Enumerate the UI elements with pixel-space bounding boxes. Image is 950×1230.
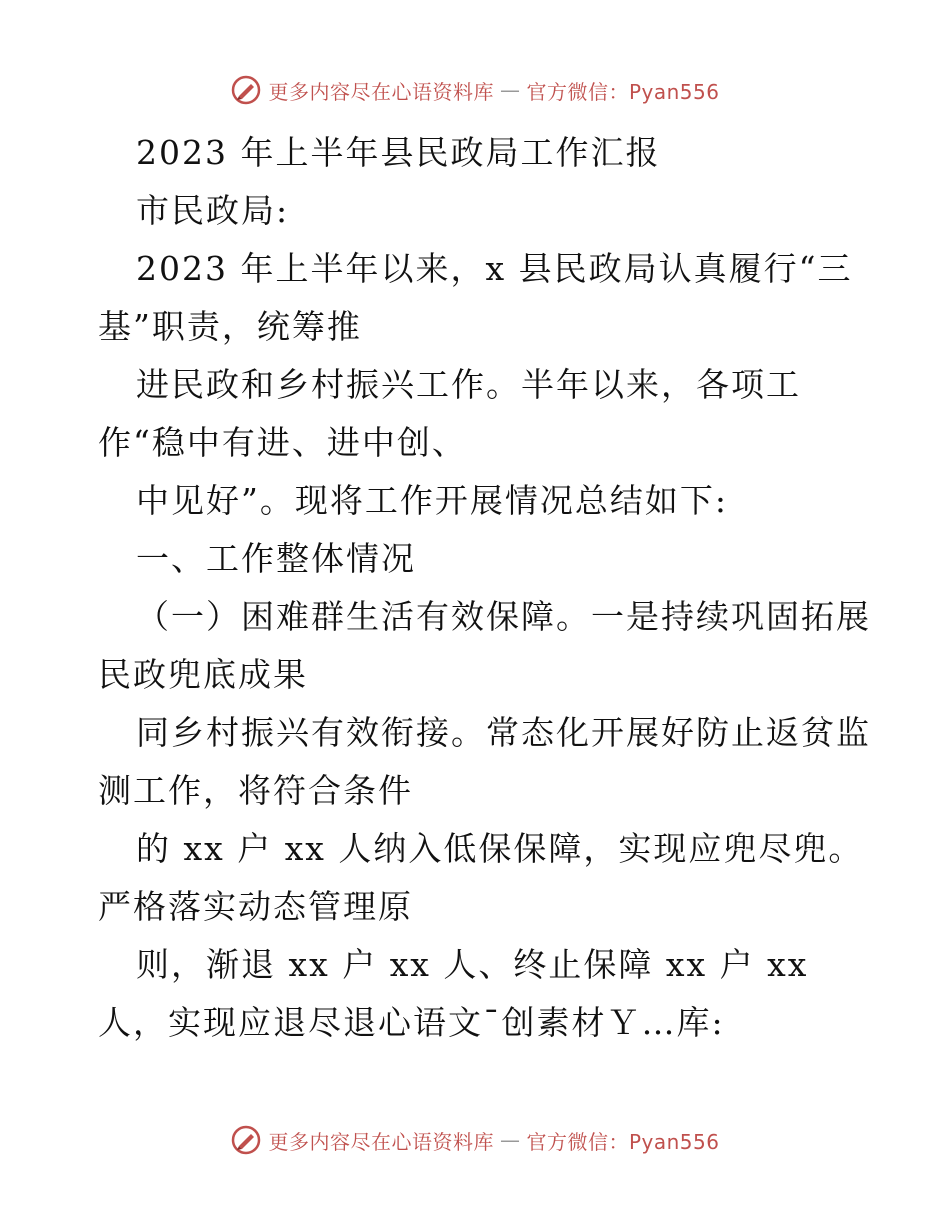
footer-watermark bbox=[0, 1120, 950, 1160]
watermark-contact: 官方微信：Pyan556 bbox=[526, 1129, 720, 1154]
paragraph-line: （一）困难群生活有效保障。一是持续巩固拓展 bbox=[136, 597, 871, 636]
paragraph-line: 作“稳中有进、进中创、 bbox=[98, 423, 467, 462]
pen-seal-logo-icon bbox=[230, 74, 262, 106]
paragraph-line: 2023 年上半年以来，x 县民政局认真履行“三 bbox=[136, 249, 853, 288]
pen-seal-logo-icon bbox=[230, 1124, 262, 1156]
paragraph-line: 基”职责，统筹推 bbox=[98, 307, 362, 346]
paragraph-line: 人，实现应退尽退心语文¯创素材Ｙ…库: bbox=[98, 1003, 725, 1042]
section-heading: 一、工作整体情况 bbox=[136, 539, 416, 578]
paragraph-line: 民政兜底成果 bbox=[98, 655, 308, 694]
watermark-separator: — bbox=[499, 78, 521, 102]
document-title: 2023 年上半年县民政局工作汇报 bbox=[136, 133, 661, 172]
paragraph-line: 中见好”。现将工作开展情况总结如下: bbox=[136, 481, 728, 520]
watermark-separator: — bbox=[499, 1128, 521, 1152]
document-body bbox=[98, 124, 871, 1052]
document-addressee: 市民政局: bbox=[136, 191, 290, 230]
paragraph-line: 严格落实动态管理原 bbox=[98, 887, 413, 926]
watermark-text: 更多内容尽在心语资料库 bbox=[268, 79, 494, 104]
watermark-contact: 官方微信：Pyan556 bbox=[526, 79, 720, 104]
paragraph-line: 测工作，将符合条件 bbox=[98, 771, 413, 810]
header-watermark bbox=[0, 70, 950, 110]
paragraph-line: 的 xx 户 xx 人纳入低保保障，实现应兜尽兜。 bbox=[136, 829, 864, 868]
watermark-text: 更多内容尽在心语资料库 bbox=[268, 1129, 494, 1154]
paragraph-line: 则，渐退 xx 户 xx 人、终止保障 xx 户 xx bbox=[136, 945, 809, 984]
paragraph-line: 进民政和乡村振兴工作。半年以来，各项工 bbox=[136, 365, 801, 404]
paragraph-line: 同乡村振兴有效衔接。常态化开展好防止返贫监 bbox=[136, 713, 871, 752]
